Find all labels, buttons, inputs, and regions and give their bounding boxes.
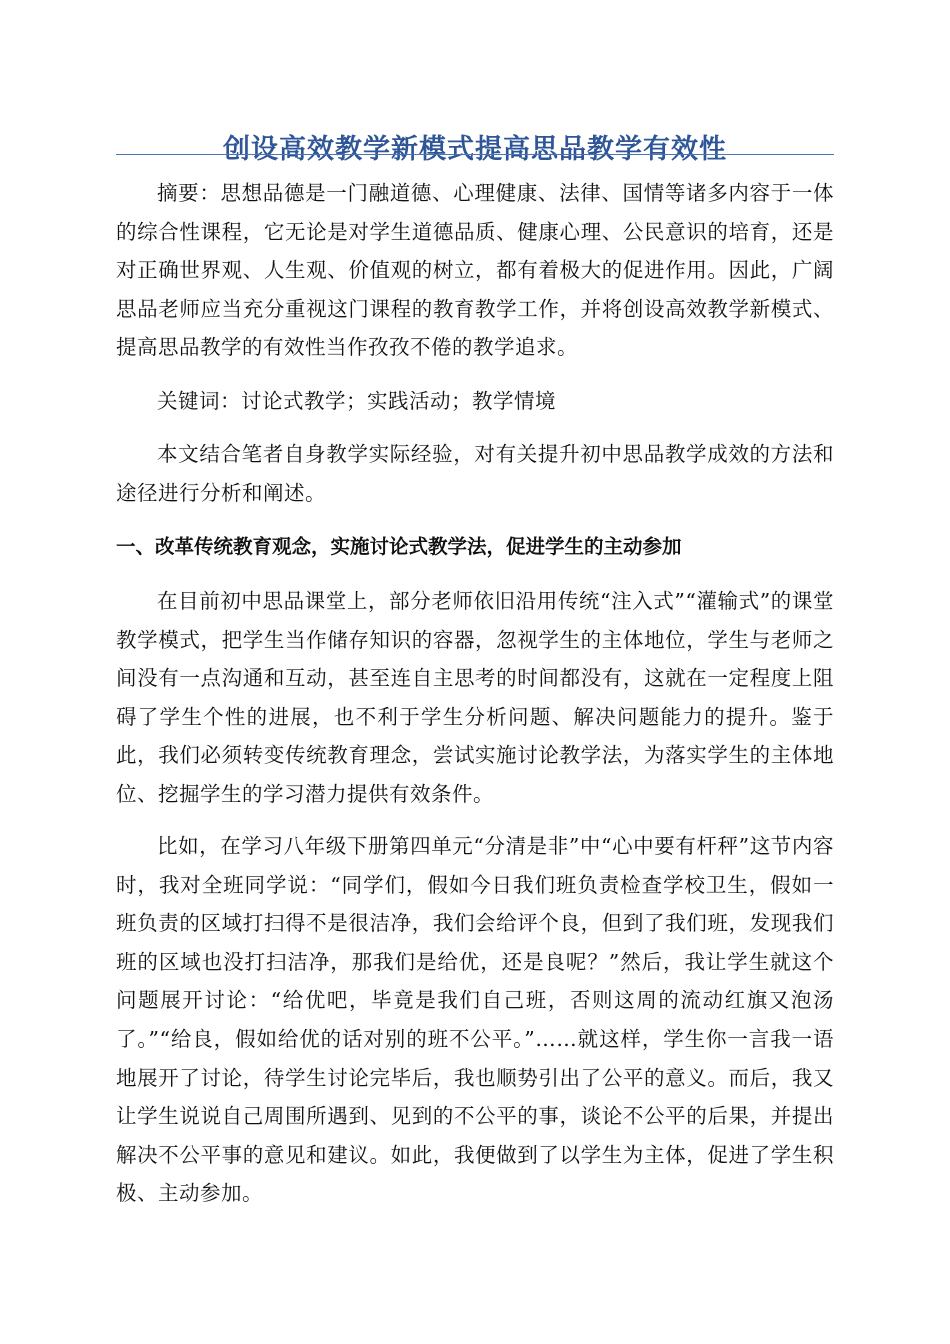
section-heading: 一、改革传统教育观念，实施讨论式教学法，促进学生的主动参加 <box>116 535 682 558</box>
keywords-paragraph: 关键词：讨论式教学；实践活动；教学情境 <box>157 389 556 413</box>
abstract-paragraph: 摘要：思想品德是一门融道德、心理健康、法律、国情等诸多内容于一体的综合性课程，它无论是对学生道德品质、健康心理、公民意识的培育，还是对正确世界观、人生观、价值观的树立，都有着极大的促进作用。因此，广阔思品老师应当充分重视这门课程的教育教学工作，并将创设高效教学新模式、提高思品教学的有效性当作孜孜不倦的教学追求。 <box>116 181 834 360</box>
body-paragraph: 比如，在学习八年级下册第四单元“分清是非”中“心中要有杆秤”这节内容时，我对全班同学说：“同学们，假如今日我们班负责检查学校卫生，假如一班负责的区域打扫得不是很洁净，我们会给评个良，但到了我们班，发现我们班的区域也没打扫洁净，那我们是给优，还是良呢？”然后，我让学生就这个问题展开讨论：“给优吧，毕竟是我们自己班，否则这周的流动红旗又泡汤了。”“给良，假如给优的话对别的班不公平。”……就这样，学生你一言我一语地展开了讨论，待学生讨论完毕后，我也顺势引出了公平的意义。而后，我又让学生说说自己周围所遇到、见到的不公平的事，谈论不公平的后果，并提出解决不公平事的意见和建议。如此，我便做到了以学生为主体，促进了学生积极、主动参加。 <box>116 834 834 1206</box>
document-title: 创设高效教学新模式提高思品教学有效性 <box>223 134 727 166</box>
body-paragraph: 在目前初中思品课堂上，部分老师依旧沿用传统“注入式”“灌输式”的课堂教学模式，把学生当作储存知识的容器，忽视学生的主体地位，学生与老师之间没有一点沟通和互动，甚至连自主思考的时间都没有，这就在一定程度上阻碍了学生个性的进展，也不利于学生分析问题、解决问题能力的提升。鉴于此，我们必须转变传统教育理念，尝试实施讨论教学法，为落实学生的主体地位、挖掘学生的学习潜力提供有效条件。 <box>116 589 834 806</box>
title-underline <box>116 154 834 155</box>
intro-paragraph: 本文结合笔者自身教学实际经验，对有关提升初中思品教学成效的方法和途径进行分析和阐述。 <box>116 442 834 505</box>
